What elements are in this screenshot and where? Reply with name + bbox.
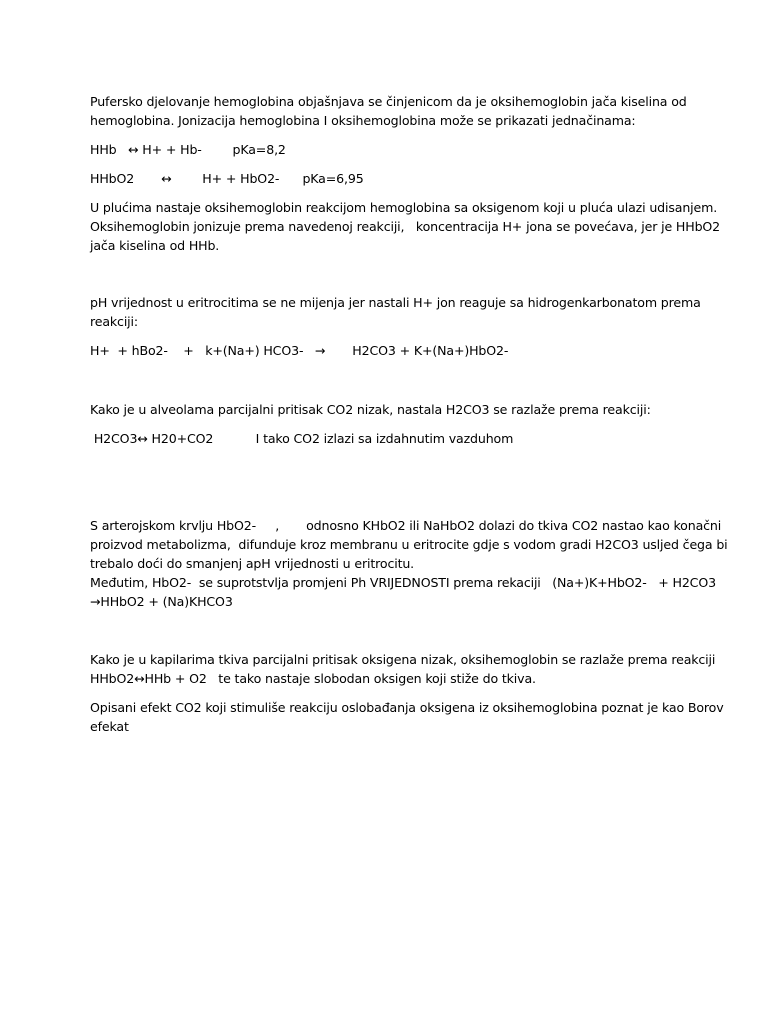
text-line: Opisani efekt CO2 koji stimuliše reakciju oslobađanja oksigena iz oksihemoglobina poznat je kao Borov: [90, 700, 724, 715]
text-line: jača kiselina od HHb.: [90, 238, 220, 253]
text-line: S arterojskom krvlju HbO2- , odnosno KHbO2 ili NaHbO2 dolazi do tkiva CO2 nastao kao konačni: [90, 518, 722, 533]
text-line: Kako je u alveolama parcijalni pritisak CO2 nizak, nastala H2CO3 se razlaže prema reakciji:: [90, 402, 651, 417]
text-line: Oksihemoglobin jonizuje prema navedenoj reakciji, koncentracija H+ jona se povećava, jer je HHbO2: [90, 219, 721, 234]
text-line: trebalo doći do smanjenj apH vrijednosti u eritrocitu.: [90, 556, 415, 571]
text-line: Kako je u kapilarima tkiva parcijalni pritisak oksigena nizak, oksihemoglobin se razlaže prema reakciji: [90, 652, 716, 667]
text-line: Pufersko djelovanje hemoglobina objašnjava se činjenicom da je oksihemoglobin jača kiselina od: [90, 94, 687, 109]
text-line: reakciji:: [90, 314, 138, 329]
text-line: U plućima nastaje oksihemoglobin reakcijom hemoglobina sa oksigenom koji u pluća ulazi udisanjem.: [90, 200, 718, 215]
text-line: HHbO2↔HHb + O2 te tako nastaje slobodan oksigen koji stiže do tkiva.: [90, 671, 536, 686]
equation-line: HHbO2 ↔ H+ + HbO2- pKa=6,95: [90, 171, 364, 186]
equation-line: HHb ↔ H+ + Hb- pKa=8,2: [90, 142, 286, 157]
text-line: proizvod metabolizma, difunduje kroz membranu u eritrocite gdje s vodom gradi H2CO3 usljed čega bi: [90, 537, 728, 552]
equation-line: →HHbO2 + (Na)KHCO3: [90, 594, 233, 609]
text-line: pH vrijednost u eritrocitima se ne mijenja jer nastali H+ jon reaguje sa hidrogenkarbonatom prema: [90, 295, 701, 310]
text-line: Međutim, HbO2- se suprotstvlja promjeni Ph VRIJEDNOSTI prema rekaciji (Na+)K+HbO2- + H2CO3: [90, 575, 716, 590]
equation-line: H2CO3↔ H20+CO2 I tako CO2 izlazi sa izdahnutim vazduhom: [90, 431, 514, 446]
text-line: hemoglobina. Jonizacija hemoglobina I oksihemoglobina može se prikazati jednačinama:: [90, 113, 636, 128]
text-line: efekat: [90, 719, 129, 734]
equation-line: H+ + hBo2- + k+(Na+) HCO3- → H2CO3 + K+(Na+)HbO2-: [90, 343, 509, 358]
